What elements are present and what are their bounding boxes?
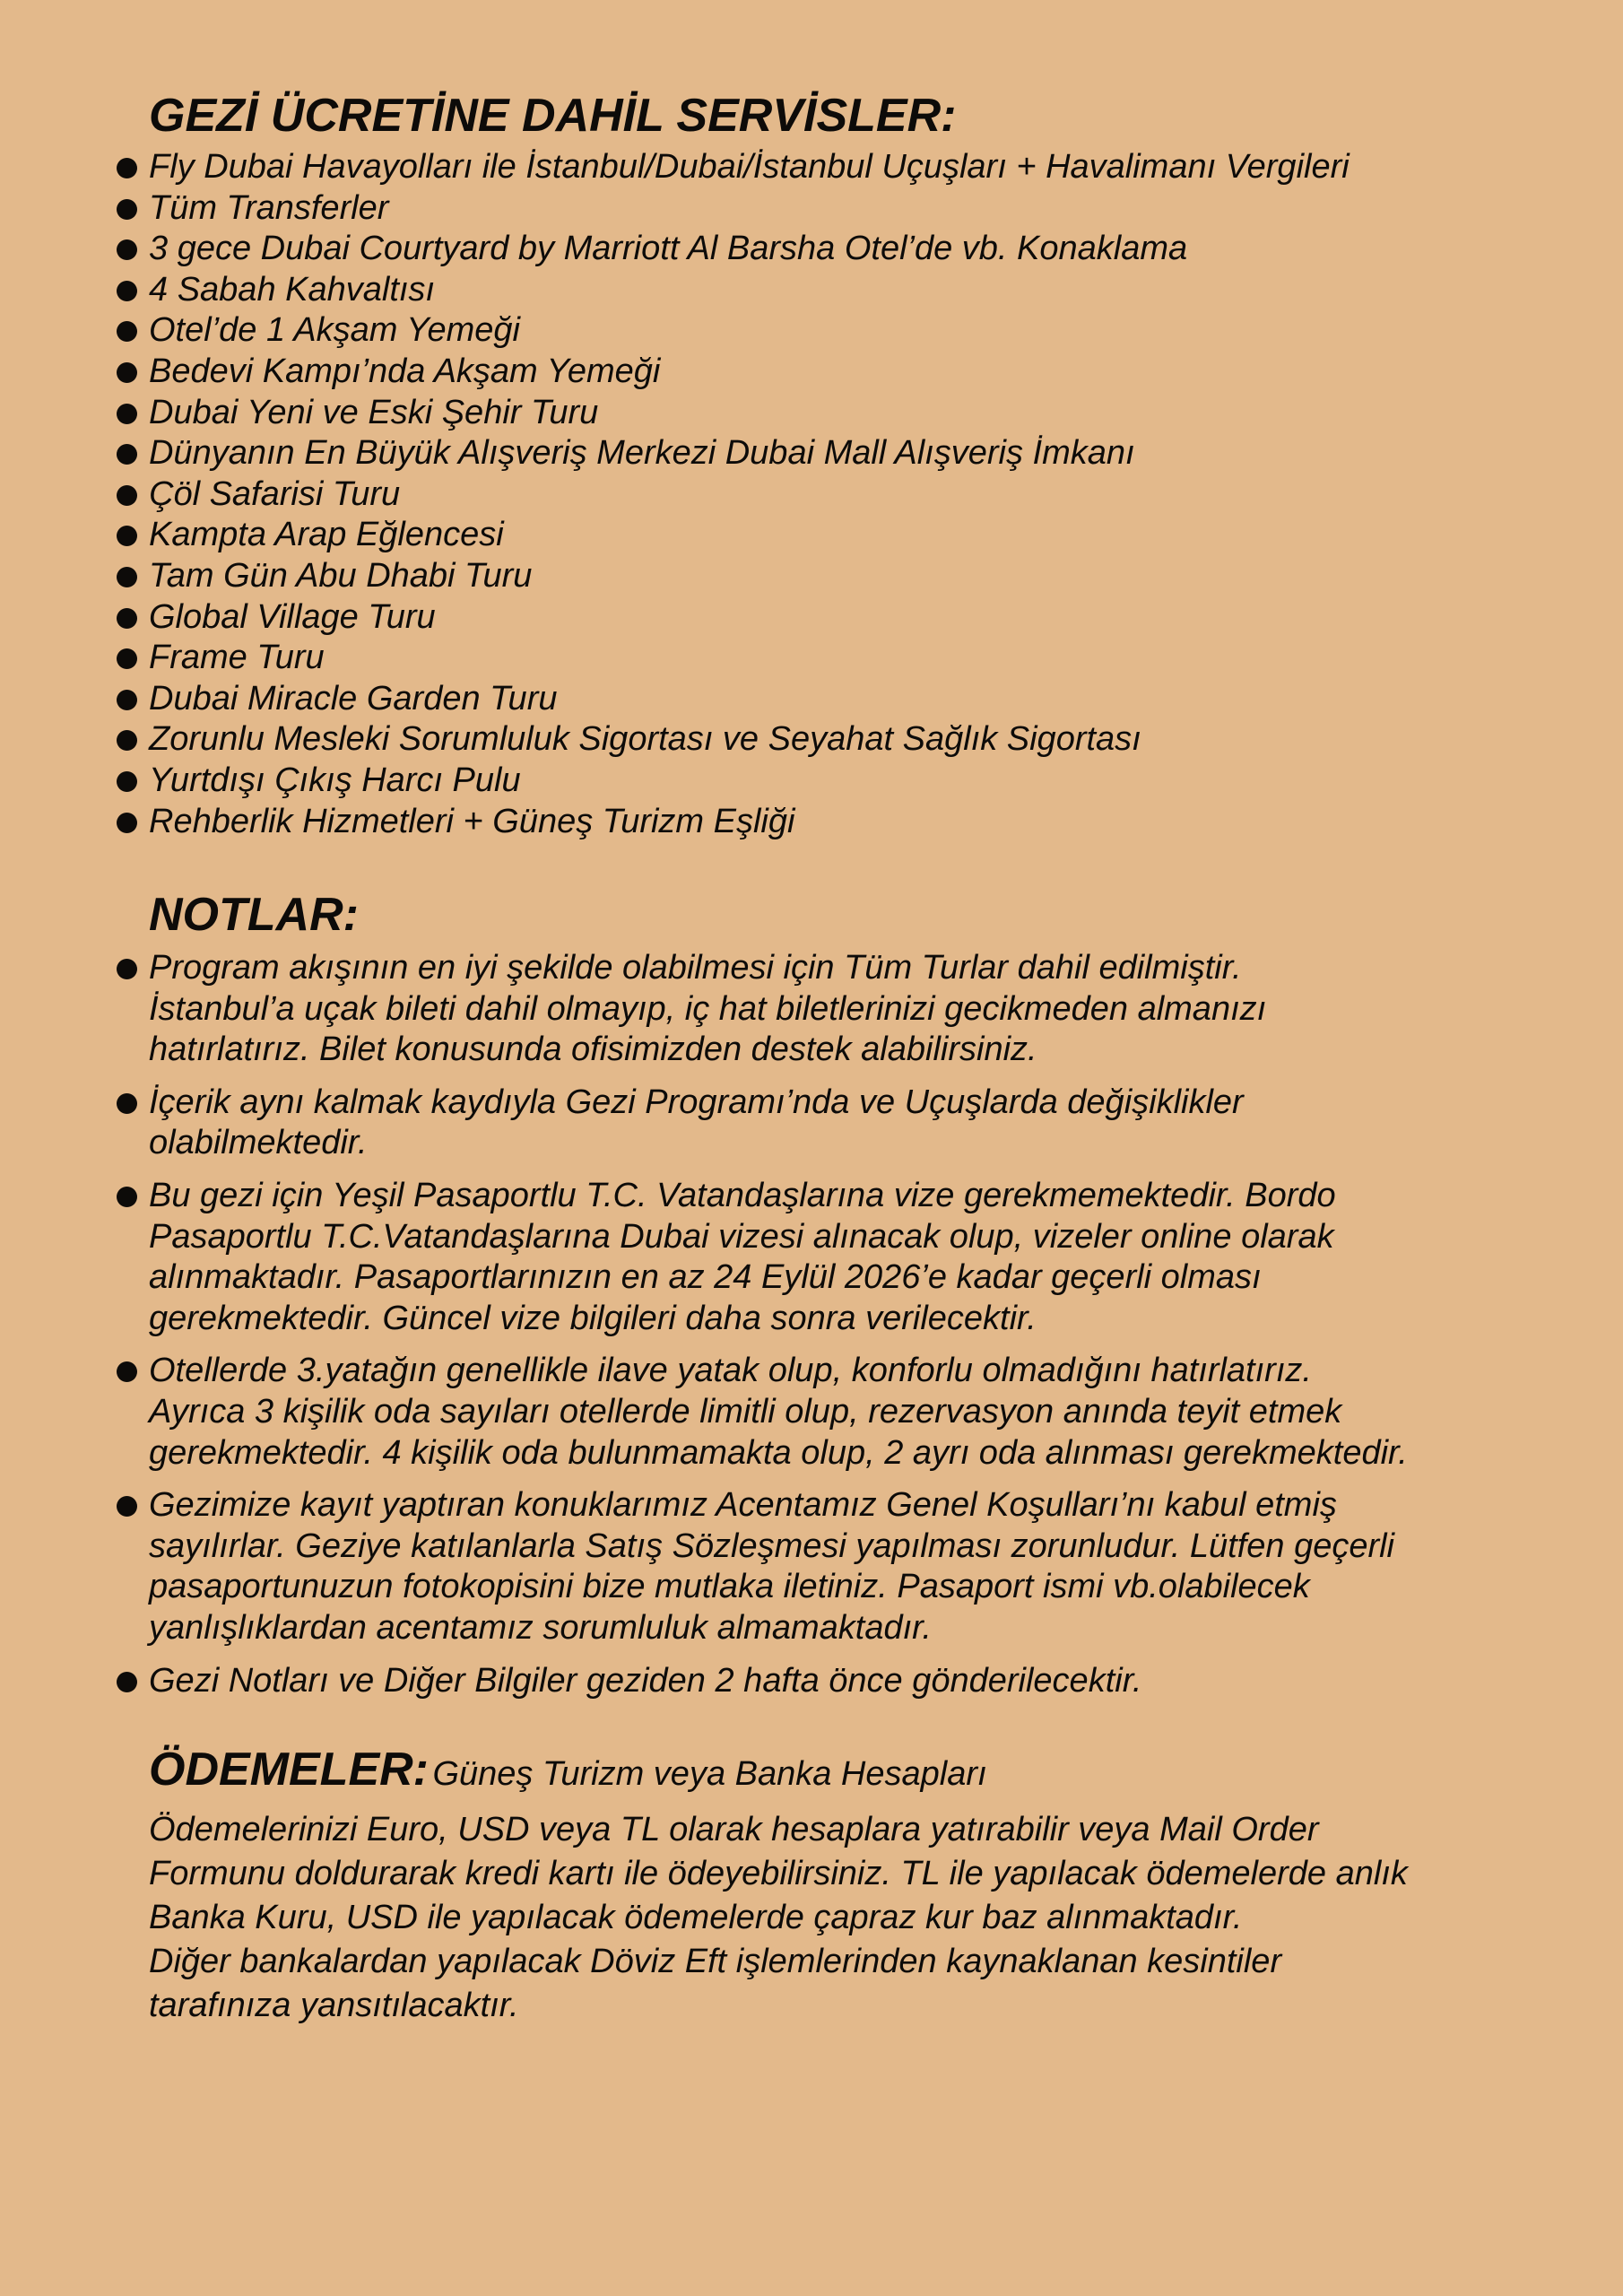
note-item — [149, 1083, 1569, 1164]
list-item — [149, 474, 1569, 516]
bullet-icon — [117, 158, 137, 178]
bullet-icon — [117, 321, 137, 342]
payments-body: Ödemelerinizi Euro, USD veya TL olarak hesaplara yatırabilir veya Mail Order Formunu doldurarak kredi kartı ile ödeyebilirsiniz. TL ile yapılacak ödemelerde anlık Banka Kuru, USD ile yapılacak ödemelerde çapraz kur baz alınmaktadır. Diğer bankalardan yapılacak Döviz Eft işlemlerinden kaynaklanan kesintiler tarafınıza yansıtılacaktır. — [149, 1811, 1408, 2025]
bullet-icon — [117, 199, 137, 220]
bullet-icon — [117, 362, 137, 383]
list-item — [149, 597, 1569, 639]
list-item-text: Tam Gün Abu Dhabi Turu — [149, 556, 533, 595]
list-item-text: Global Village Turu — [149, 597, 436, 636]
notes-section — [149, 887, 1569, 1701]
payments-title: ÖDEMELER: — [149, 1744, 429, 1796]
list-item-text: 4 Sabah Kahvaltısı — [149, 270, 435, 309]
bullet-icon — [117, 813, 137, 833]
notes-list — [149, 948, 1569, 1701]
bullet-icon — [117, 690, 137, 710]
note-text: Program akışının en iyi şekilde olabilmesi için Tüm Turlar dahil edilmiştir. İstanbul’a uçak bileti dahil olmayıp, iç hat biletlerinizi gecikmeden almanızı hatırlatırız. Bilet konusunda ofisimizden destek alabilirsiniz. — [149, 949, 1267, 1069]
list-item — [149, 147, 1569, 188]
note-text: Gezi Notları ve Diğer Bilgiler geziden 2 hafta önce gönderilecektir. — [149, 1661, 1142, 1700]
list-item — [149, 188, 1569, 230]
services-section — [149, 88, 1569, 842]
list-item — [149, 556, 1569, 597]
bullet-icon — [117, 281, 137, 301]
bullet-icon — [117, 771, 137, 792]
list-item-text: Dubai Miracle Garden Turu — [149, 679, 558, 718]
list-item-text: Rehberlik Hizmetleri + Güneş Turizm Eşliği — [149, 802, 795, 840]
list-item — [149, 638, 1569, 679]
bullet-icon — [117, 526, 137, 546]
bullet-icon — [117, 730, 137, 751]
list-item-text: 3 gece Dubai Courtyard by Marriott Al Barsha Otel’de vb. Konaklama — [149, 230, 1188, 268]
bullet-icon — [117, 404, 137, 424]
bullet-icon — [117, 444, 137, 465]
list-item — [149, 229, 1569, 270]
note-item — [149, 1485, 1569, 1648]
services-list — [149, 147, 1569, 842]
bullet-icon — [117, 1496, 137, 1517]
list-item-text: Dünyanın En Büyük Alışveriş Merkezi Dubai Mall Alışveriş İmkanı — [149, 434, 1135, 473]
bullet-icon — [117, 239, 137, 260]
bullet-icon — [117, 1187, 137, 1207]
payments-section — [149, 1743, 1569, 2028]
list-item — [149, 270, 1569, 311]
list-item-text: Frame Turu — [149, 639, 325, 677]
bullet-icon — [117, 485, 137, 506]
list-item — [149, 393, 1569, 434]
payments-heading — [149, 1743, 1569, 1808]
list-item-text: Otel’de 1 Akşam Yemeği — [149, 311, 520, 350]
list-item-text: Zorunlu Mesleki Sorumluluk Sigortası ve Seyahat Sağlık Sigortası — [149, 720, 1141, 759]
list-item — [149, 352, 1569, 393]
list-item-text: Kampta Arap Eğlencesi — [149, 516, 504, 554]
list-item-text: Çöl Safarisi Turu — [149, 474, 401, 513]
list-item-text: Fly Dubai Havayolları ile İstanbul/Dubai/İstanbul Uçuşları + Havalimanı Vergileri — [149, 148, 1350, 186]
bullet-icon — [117, 1361, 137, 1382]
payments-subtitle: Güneş Turizm veya Banka Hesapları — [432, 1755, 987, 1794]
notes-title: NOTLAR: — [149, 889, 359, 942]
list-item-text: Yurtdışı Çıkış Harcı Pulu — [149, 761, 521, 799]
note-item — [149, 1661, 1569, 1702]
list-item-text: Bedevi Kampı’nda Akşam Yemeği — [149, 352, 661, 390]
list-item — [149, 433, 1569, 474]
bullet-icon — [117, 1093, 137, 1114]
list-item-text: Dubai Yeni ve Eski Şehir Turu — [149, 393, 599, 431]
bullet-icon — [117, 1672, 137, 1692]
list-item — [149, 719, 1569, 761]
list-item — [149, 515, 1569, 556]
list-item — [149, 761, 1569, 802]
list-item-text: Tüm Transferler — [149, 188, 389, 227]
bullet-icon — [117, 648, 137, 669]
services-title: GEZİ ÜCRETİNE DAHİL SERVİSLER: — [149, 90, 957, 142]
note-text: Gezimize kayıt yaptıran konuklarımız Acentamız Genel Koşulları’nı kabul etmiş sayılırlar. Geziye katılanlarla Satış Sözleşmesi yapılması zorunludur. Lütfen geçerli pasaportunuzun fotokopisini bize mutlaka iletiniz. Pasaport ismi vb.olabilecek yanlışlıklardan acentamız sorumluluk almamaktadır. — [149, 1486, 1395, 1647]
note-text: Otellerde 3.yatağın genellikle ilave yatak olup, konforlu olmadığını hatırlatırız. Ayrıca 3 kişilik oda sayıları otellerde limitli olup, rezervasyon anında teyit etmek gerekmektedir. 4 kişilik oda bulunmamakta olup, 2 ayrı oda alınması gerekmektedir. — [149, 1352, 1408, 1472]
note-item — [149, 948, 1569, 1071]
list-item — [149, 802, 1569, 843]
bullet-icon — [117, 567, 137, 587]
bullet-icon — [117, 608, 137, 629]
note-item — [149, 1176, 1569, 1339]
note-text: Bu gezi için Yeşil Pasaportlu T.C. Vatandaşlarına vize gerekmemektedir. Bordo Pasaportlu T.C.Vatandaşlarına Dubai vizesi alınacak olup, vizeler online olarak alınmaktadır. Pasaportlarınızın en az 24 Eylül 2026’e kadar geçerli olması gerekmektedir. Güncel vize bilgileri daha sonra verilecektir. — [149, 1177, 1336, 1337]
list-item — [149, 679, 1569, 720]
bullet-icon — [117, 959, 137, 979]
list-item — [149, 310, 1569, 352]
note-item — [149, 1351, 1569, 1474]
note-text: İçerik aynı kalmak kaydıyla Gezi Programı’nda ve Uçuşlarda değişiklikler olabilmektedir. — [149, 1083, 1244, 1162]
